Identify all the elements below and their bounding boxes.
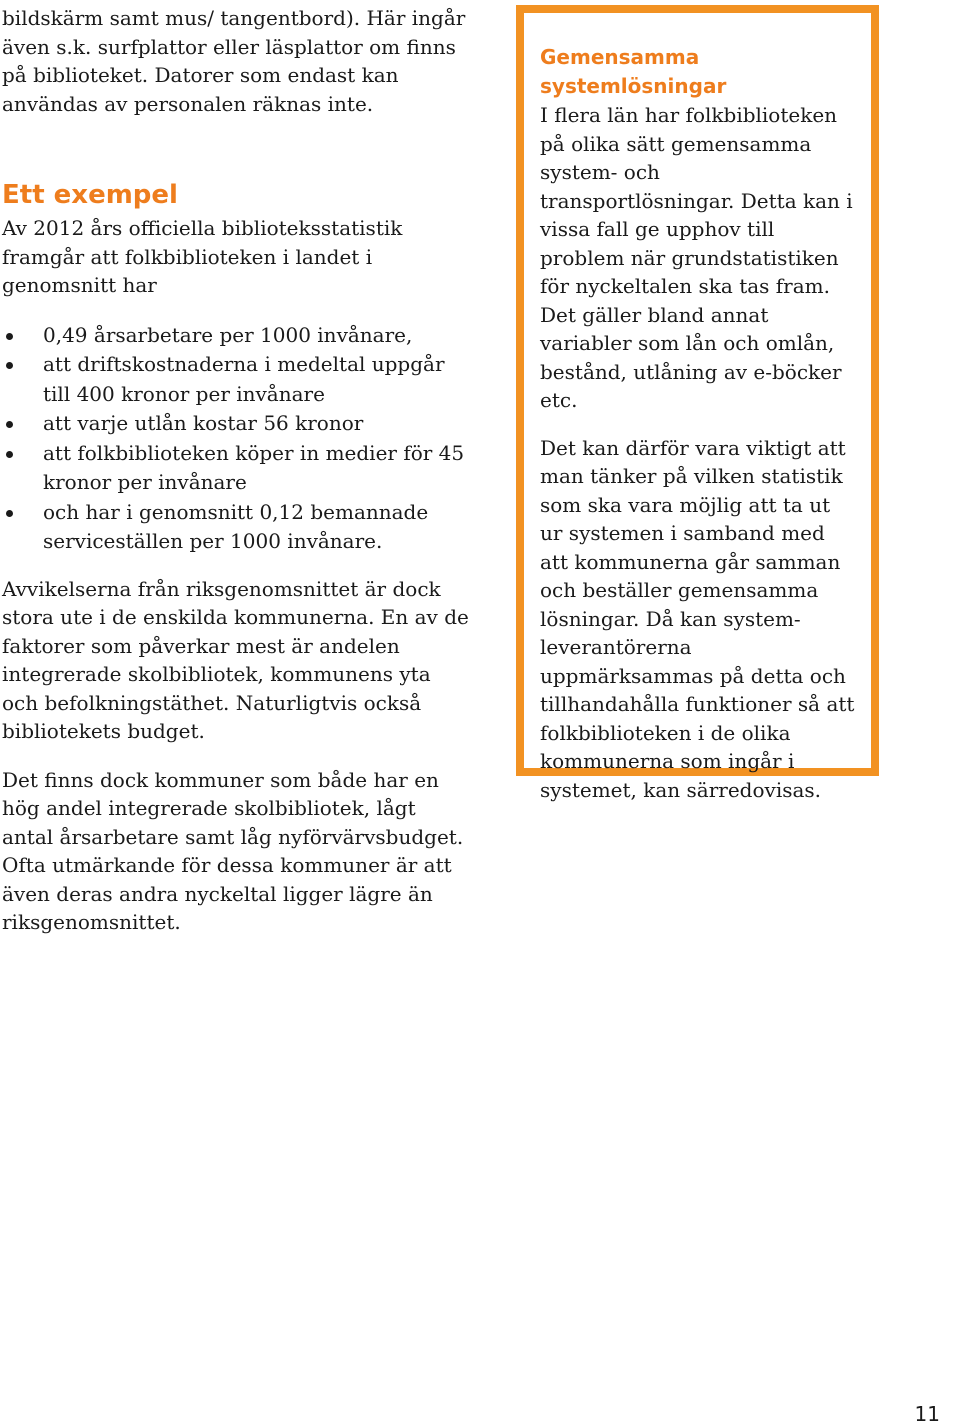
list-item [2, 409, 472, 439]
sidebox-content [524, 13, 871, 804]
sidebox-paragraph-1: I flera län har folkbiblioteken på olika sätt gemensamma system- och transportlösningar. Detta kan i vissa fall ge upphov till problem när grundstatistiken för nyckeltalen ska tas fram. Det gäller bland annat variabler som lån och omlån, bestånd, utlåning av e-böcker etc. [540, 103, 853, 412]
list-item [2, 350, 472, 409]
bullet-icon [6, 333, 13, 340]
info-sidebox [516, 5, 879, 802]
statistics-list [2, 321, 472, 557]
list-item-text: att varje utlån kostar 56 kronor [43, 411, 364, 435]
bullet-icon [6, 421, 13, 428]
deviation-paragraph: Avvikelserna från riksgenomsnittet är dock stora ute i de enskilda kommunerna. En av de faktorer som påverkar mest är andelen integrerade skolbibliotek, kommunens yta och befolkningstäthet. Naturligtvis också bibliotekets budget. [2, 576, 469, 743]
sidebox-paragraph-2: Det kan därför vara viktigt att man tänker på vilken statistik som ska vara möjlig att ta ut ur systemen i samband med att kommunerna går samman och beställer gemensamma lösningar. Då kan system-leverantörerna uppmärksammas på detta och tillhandahålla funktioner så att folkbiblioteken i de olika kommunerna som ingår i systemet, kan särredovisas. [540, 435, 855, 802]
list-item [2, 439, 472, 498]
municipalities-paragraph: Det finns dock kommuner som både har en hög andel integrerade skolbibliotek, lågt antal årsarbetare samt låg nyförvärvsbudget. Ofta utmärkande för dessa kommuner är att även deras andra nyckeltal ligger lägre än riksgenomsnittet. [2, 767, 464, 934]
opening-paragraph: bildskärm samt mus/ tangentbord). Här ingår även s.k. surfplattor eller läsplattor om finns på biblioteket. Datorer som endast kan användas av personalen räknas inte. [2, 6, 466, 116]
sidebox-title [540, 43, 857, 101]
bullet-icon [6, 510, 13, 517]
intro-paragraph: Av 2012 års officiella biblioteksstatistik framgår att folkbiblioteken i landet i genomsnitt har [2, 216, 403, 297]
list-item-text: att folkbiblioteken köper in medier för 45 kronor per invånare [43, 440, 465, 494]
list-item-text: 0,49 årsarbetare per 1000 invånare, [43, 322, 413, 347]
list-item-text: och har i genomsnitt 0,12 bemannade serviceställen per 1000 invånare. [43, 499, 429, 553]
bullet-icon [6, 451, 13, 458]
list-item-text: att driftskostnaderna i medeltal uppgår till 400 kronor per invånare [43, 352, 445, 406]
list-item [2, 321, 472, 351]
section-heading: Ett exempel [2, 180, 178, 210]
bullet-icon [6, 362, 13, 369]
page-number: 11 [914, 1402, 940, 1426]
sidebox-title-line-1: Gemensamma [540, 45, 700, 69]
main-column [2, 4, 472, 937]
list-item [2, 498, 472, 557]
sidebox-title-line-2: systemlösningar [540, 74, 727, 98]
